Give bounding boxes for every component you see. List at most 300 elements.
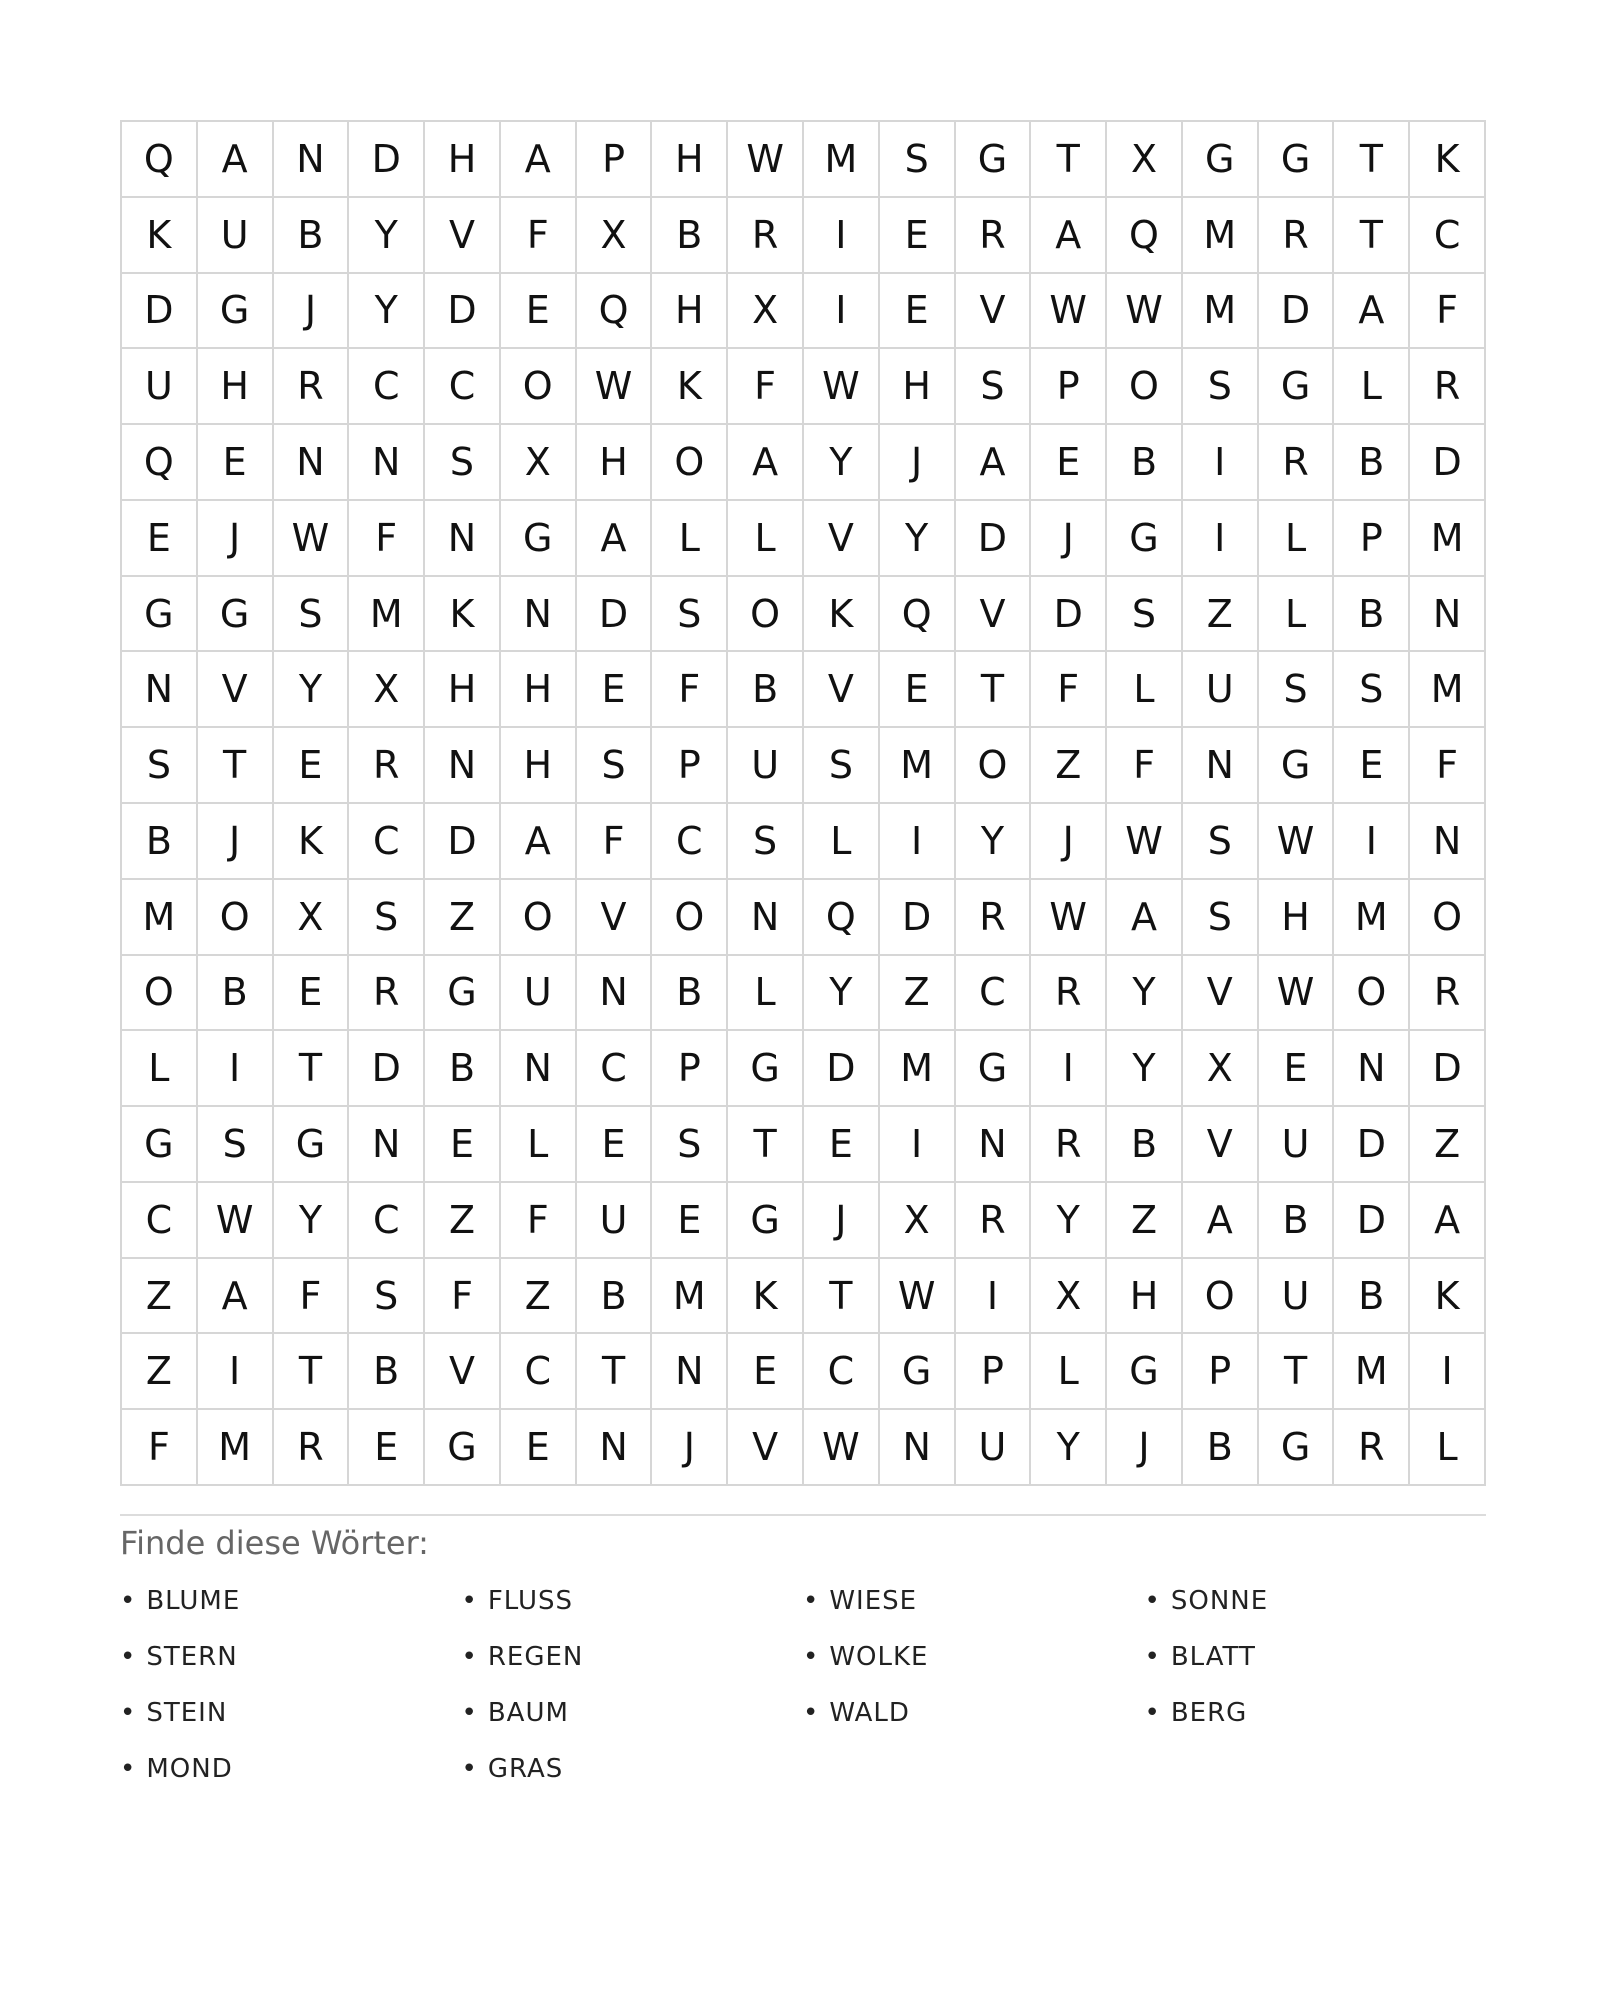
grid-cell[interactable]: M	[804, 122, 880, 198]
grid-cell[interactable]: R	[1410, 956, 1486, 1032]
grid-cell[interactable]: H	[880, 349, 956, 425]
grid-cell[interactable]: E	[274, 956, 350, 1032]
grid-cell[interactable]: J	[274, 274, 350, 350]
grid-cell[interactable]: N	[501, 577, 577, 653]
grid-cell[interactable]: G	[956, 122, 1032, 198]
grid-cell[interactable]: C	[1410, 198, 1486, 274]
grid-cell[interactable]: V	[1183, 1107, 1259, 1183]
grid-cell[interactable]: F	[1031, 652, 1107, 728]
grid-cell[interactable]: G	[425, 956, 501, 1032]
grid-cell[interactable]: Y	[274, 652, 350, 728]
grid-cell[interactable]: S	[1259, 652, 1335, 728]
grid-cell[interactable]: C	[652, 804, 728, 880]
grid-cell[interactable]: N	[349, 425, 425, 501]
grid-cell[interactable]: M	[1183, 274, 1259, 350]
grid-cell[interactable]: E	[728, 1334, 804, 1410]
grid-cell[interactable]: E	[501, 274, 577, 350]
grid-cell[interactable]: S	[274, 577, 350, 653]
grid-cell[interactable]: T	[956, 652, 1032, 728]
grid-cell[interactable]: R	[1259, 198, 1335, 274]
grid-cell[interactable]: A	[1410, 1183, 1486, 1259]
grid-cell[interactable]: C	[577, 1031, 653, 1107]
grid-cell[interactable]: C	[501, 1334, 577, 1410]
grid-cell[interactable]: T	[1334, 198, 1410, 274]
grid-cell[interactable]: E	[804, 1107, 880, 1183]
grid-cell[interactable]: L	[1107, 652, 1183, 728]
grid-cell[interactable]: E	[1259, 1031, 1335, 1107]
grid-cell[interactable]: Y	[956, 804, 1032, 880]
grid-cell[interactable]: E	[880, 274, 956, 350]
grid-cell[interactable]: M	[1334, 880, 1410, 956]
grid-cell[interactable]: E	[880, 652, 956, 728]
grid-cell[interactable]: G	[198, 274, 274, 350]
grid-cell[interactable]: Y	[349, 274, 425, 350]
grid-cell[interactable]: E	[122, 501, 198, 577]
grid-cell[interactable]: G	[274, 1107, 350, 1183]
grid-cell[interactable]: E	[501, 1410, 577, 1486]
grid-cell[interactable]: U	[728, 728, 804, 804]
grid-cell[interactable]: G	[728, 1031, 804, 1107]
grid-cell[interactable]: O	[728, 577, 804, 653]
grid-cell[interactable]: N	[577, 956, 653, 1032]
grid-cell[interactable]: Z	[425, 1183, 501, 1259]
grid-cell[interactable]: R	[1031, 1107, 1107, 1183]
grid-cell[interactable]: A	[1031, 198, 1107, 274]
grid-cell[interactable]: E	[274, 728, 350, 804]
grid-cell[interactable]: S	[577, 728, 653, 804]
grid-cell[interactable]: H	[425, 122, 501, 198]
grid-cell[interactable]: Y	[804, 956, 880, 1032]
grid-cell[interactable]: X	[577, 198, 653, 274]
grid-cell[interactable]: R	[956, 1183, 1032, 1259]
grid-cell[interactable]: J	[1031, 804, 1107, 880]
grid-cell[interactable]: E	[880, 198, 956, 274]
grid-cell[interactable]: V	[1183, 956, 1259, 1032]
grid-cell[interactable]: B	[425, 1031, 501, 1107]
grid-cell[interactable]: B	[652, 198, 728, 274]
grid-cell[interactable]: U	[956, 1410, 1032, 1486]
grid-cell[interactable]: U	[122, 349, 198, 425]
grid-cell[interactable]: V	[804, 652, 880, 728]
grid-cell[interactable]: Q	[122, 425, 198, 501]
grid-cell[interactable]: I	[1031, 1031, 1107, 1107]
grid-cell[interactable]: G	[956, 1031, 1032, 1107]
grid-cell[interactable]: S	[122, 728, 198, 804]
grid-cell[interactable]: Y	[1031, 1183, 1107, 1259]
grid-cell[interactable]: P	[1183, 1334, 1259, 1410]
grid-cell[interactable]: K	[804, 577, 880, 653]
grid-cell[interactable]: M	[880, 728, 956, 804]
grid-cell[interactable]: Z	[1410, 1107, 1486, 1183]
grid-cell[interactable]: T	[1259, 1334, 1335, 1410]
grid-cell[interactable]: W	[804, 349, 880, 425]
grid-cell[interactable]: L	[1259, 501, 1335, 577]
grid-cell[interactable]: N	[425, 728, 501, 804]
grid-cell[interactable]: V	[425, 1334, 501, 1410]
grid-cell[interactable]: D	[349, 122, 425, 198]
grid-cell[interactable]: I	[198, 1031, 274, 1107]
grid-cell[interactable]: L	[1031, 1334, 1107, 1410]
grid-cell[interactable]: R	[956, 880, 1032, 956]
grid-cell[interactable]: D	[349, 1031, 425, 1107]
grid-cell[interactable]: D	[1259, 274, 1335, 350]
grid-cell[interactable]: S	[1107, 577, 1183, 653]
grid-cell[interactable]: C	[349, 804, 425, 880]
grid-cell[interactable]: J	[804, 1183, 880, 1259]
grid-cell[interactable]: W	[577, 349, 653, 425]
grid-cell[interactable]: I	[880, 804, 956, 880]
grid-cell[interactable]: N	[956, 1107, 1032, 1183]
grid-cell[interactable]: G	[1107, 501, 1183, 577]
grid-cell[interactable]: N	[501, 1031, 577, 1107]
grid-cell[interactable]: I	[880, 1107, 956, 1183]
grid-cell[interactable]: O	[122, 956, 198, 1032]
grid-cell[interactable]: B	[349, 1334, 425, 1410]
grid-cell[interactable]: I	[1410, 1334, 1486, 1410]
grid-cell[interactable]: B	[1334, 425, 1410, 501]
grid-cell[interactable]: H	[501, 728, 577, 804]
grid-cell[interactable]: N	[349, 1107, 425, 1183]
grid-cell[interactable]: T	[274, 1031, 350, 1107]
grid-cell[interactable]: B	[122, 804, 198, 880]
grid-cell[interactable]: U	[1183, 652, 1259, 728]
grid-cell[interactable]: O	[198, 880, 274, 956]
grid-cell[interactable]: R	[728, 198, 804, 274]
grid-cell[interactable]: J	[1107, 1410, 1183, 1486]
grid-cell[interactable]: D	[425, 804, 501, 880]
grid-cell[interactable]: S	[1183, 804, 1259, 880]
grid-cell[interactable]: V	[577, 880, 653, 956]
grid-cell[interactable]: L	[1410, 1410, 1486, 1486]
grid-cell[interactable]: H	[1259, 880, 1335, 956]
grid-cell[interactable]: B	[1334, 577, 1410, 653]
grid-cell[interactable]: M	[1334, 1334, 1410, 1410]
grid-cell[interactable]: O	[956, 728, 1032, 804]
grid-cell[interactable]: M	[880, 1031, 956, 1107]
grid-cell[interactable]: G	[1107, 1334, 1183, 1410]
grid-cell[interactable]: U	[501, 956, 577, 1032]
grid-cell[interactable]: T	[198, 728, 274, 804]
grid-cell[interactable]: M	[349, 577, 425, 653]
grid-cell[interactable]: K	[122, 198, 198, 274]
grid-cell[interactable]: L	[1334, 349, 1410, 425]
grid-cell[interactable]: A	[1183, 1183, 1259, 1259]
grid-cell[interactable]: C	[804, 1334, 880, 1410]
grid-cell[interactable]: S	[349, 1259, 425, 1335]
grid-cell[interactable]: M	[198, 1410, 274, 1486]
grid-cell[interactable]: X	[349, 652, 425, 728]
grid-cell[interactable]: O	[1334, 956, 1410, 1032]
grid-cell[interactable]: A	[1107, 880, 1183, 956]
grid-cell[interactable]: H	[577, 425, 653, 501]
grid-cell[interactable]: B	[652, 956, 728, 1032]
grid-cell[interactable]: R	[274, 1410, 350, 1486]
grid-cell[interactable]: V	[728, 1410, 804, 1486]
grid-cell[interactable]: Y	[1107, 956, 1183, 1032]
grid-cell[interactable]: C	[349, 1183, 425, 1259]
grid-cell[interactable]: D	[122, 274, 198, 350]
grid-cell[interactable]: E	[349, 1410, 425, 1486]
grid-cell[interactable]: Z	[880, 956, 956, 1032]
grid-cell[interactable]: P	[1334, 501, 1410, 577]
grid-cell[interactable]: F	[501, 198, 577, 274]
grid-cell[interactable]: F	[1410, 728, 1486, 804]
grid-cell[interactable]: N	[274, 122, 350, 198]
grid-cell[interactable]: P	[1031, 349, 1107, 425]
grid-cell[interactable]: G	[1259, 728, 1335, 804]
grid-cell[interactable]: B	[1107, 425, 1183, 501]
grid-cell[interactable]: A	[501, 122, 577, 198]
grid-cell[interactable]: L	[804, 804, 880, 880]
grid-cell[interactable]: F	[274, 1259, 350, 1335]
grid-cell[interactable]: Q	[880, 577, 956, 653]
grid-cell[interactable]: B	[1107, 1107, 1183, 1183]
grid-cell[interactable]: U	[1259, 1107, 1335, 1183]
grid-cell[interactable]: J	[652, 1410, 728, 1486]
grid-cell[interactable]: W	[1031, 274, 1107, 350]
grid-cell[interactable]: U	[1259, 1259, 1335, 1335]
grid-cell[interactable]: Y	[349, 198, 425, 274]
grid-cell[interactable]: A	[956, 425, 1032, 501]
grid-cell[interactable]: B	[198, 956, 274, 1032]
grid-cell[interactable]: Q	[577, 274, 653, 350]
grid-cell[interactable]: K	[1410, 122, 1486, 198]
grid-cell[interactable]: Y	[880, 501, 956, 577]
grid-cell[interactable]: T	[274, 1334, 350, 1410]
grid-cell[interactable]: N	[1410, 577, 1486, 653]
grid-cell[interactable]: E	[577, 652, 653, 728]
grid-cell[interactable]: X	[501, 425, 577, 501]
grid-cell[interactable]: L	[122, 1031, 198, 1107]
grid-cell[interactable]: J	[1031, 501, 1107, 577]
grid-cell[interactable]: K	[425, 577, 501, 653]
grid-cell[interactable]: F	[1107, 728, 1183, 804]
grid-cell[interactable]: W	[1107, 274, 1183, 350]
grid-cell[interactable]: N	[577, 1410, 653, 1486]
grid-cell[interactable]: W	[198, 1183, 274, 1259]
grid-cell[interactable]: Z	[501, 1259, 577, 1335]
grid-cell[interactable]: A	[577, 501, 653, 577]
grid-cell[interactable]: N	[880, 1410, 956, 1486]
grid-cell[interactable]: F	[1410, 274, 1486, 350]
grid-cell[interactable]: I	[804, 274, 880, 350]
grid-cell[interactable]: N	[1410, 804, 1486, 880]
grid-cell[interactable]: R	[1334, 1410, 1410, 1486]
grid-cell[interactable]: M	[652, 1259, 728, 1335]
grid-cell[interactable]: C	[349, 349, 425, 425]
grid-cell[interactable]: Z	[1183, 577, 1259, 653]
grid-cell[interactable]: E	[1031, 425, 1107, 501]
grid-cell[interactable]: Q	[804, 880, 880, 956]
grid-cell[interactable]: E	[652, 1183, 728, 1259]
grid-cell[interactable]: L	[1259, 577, 1335, 653]
grid-cell[interactable]: G	[122, 577, 198, 653]
grid-cell[interactable]: Y	[804, 425, 880, 501]
grid-cell[interactable]: K	[1410, 1259, 1486, 1335]
grid-cell[interactable]: D	[804, 1031, 880, 1107]
grid-cell[interactable]: S	[1183, 349, 1259, 425]
grid-cell[interactable]: K	[652, 349, 728, 425]
grid-cell[interactable]: H	[198, 349, 274, 425]
grid-cell[interactable]: S	[728, 804, 804, 880]
grid-cell[interactable]: R	[349, 956, 425, 1032]
grid-cell[interactable]: N	[122, 652, 198, 728]
grid-cell[interactable]: P	[956, 1334, 1032, 1410]
grid-cell[interactable]: V	[804, 501, 880, 577]
grid-cell[interactable]: X	[1183, 1031, 1259, 1107]
grid-cell[interactable]: A	[501, 804, 577, 880]
grid-cell[interactable]: O	[652, 880, 728, 956]
grid-cell[interactable]: G	[198, 577, 274, 653]
grid-cell[interactable]: T	[1031, 122, 1107, 198]
grid-cell[interactable]: D	[1410, 1031, 1486, 1107]
grid-cell[interactable]: A	[198, 1259, 274, 1335]
grid-cell[interactable]: F	[349, 501, 425, 577]
grid-cell[interactable]: R	[1410, 349, 1486, 425]
grid-cell[interactable]: N	[1334, 1031, 1410, 1107]
grid-cell[interactable]: H	[1107, 1259, 1183, 1335]
grid-cell[interactable]: V	[198, 652, 274, 728]
grid-cell[interactable]: D	[1334, 1107, 1410, 1183]
grid-cell[interactable]: O	[501, 349, 577, 425]
grid-cell[interactable]: Q	[1107, 198, 1183, 274]
grid-cell[interactable]: N	[728, 880, 804, 956]
grid-cell[interactable]: D	[1334, 1183, 1410, 1259]
grid-cell[interactable]: D	[1031, 577, 1107, 653]
grid-cell[interactable]: S	[652, 577, 728, 653]
grid-cell[interactable]: T	[728, 1107, 804, 1183]
grid-cell[interactable]: P	[577, 122, 653, 198]
grid-cell[interactable]: E	[1334, 728, 1410, 804]
grid-cell[interactable]: N	[274, 425, 350, 501]
grid-cell[interactable]: K	[274, 804, 350, 880]
grid-cell[interactable]: W	[1259, 804, 1335, 880]
grid-cell[interactable]: X	[728, 274, 804, 350]
grid-cell[interactable]: H	[652, 122, 728, 198]
grid-cell[interactable]: E	[425, 1107, 501, 1183]
grid-cell[interactable]: Z	[122, 1259, 198, 1335]
grid-cell[interactable]: M	[122, 880, 198, 956]
grid-cell[interactable]: X	[274, 880, 350, 956]
grid-cell[interactable]: F	[728, 349, 804, 425]
grid-cell[interactable]: F	[501, 1183, 577, 1259]
grid-cell[interactable]: W	[880, 1259, 956, 1335]
grid-cell[interactable]: P	[652, 728, 728, 804]
grid-cell[interactable]: A	[728, 425, 804, 501]
grid-cell[interactable]: T	[577, 1334, 653, 1410]
grid-cell[interactable]: W	[1031, 880, 1107, 956]
grid-cell[interactable]: S	[349, 880, 425, 956]
grid-cell[interactable]: S	[1334, 652, 1410, 728]
grid-cell[interactable]: N	[1183, 728, 1259, 804]
grid-cell[interactable]: D	[425, 274, 501, 350]
grid-cell[interactable]: W	[804, 1410, 880, 1486]
grid-cell[interactable]: W	[274, 501, 350, 577]
grid-cell[interactable]: S	[804, 728, 880, 804]
grid-cell[interactable]: X	[1031, 1259, 1107, 1335]
grid-cell[interactable]: S	[956, 349, 1032, 425]
grid-cell[interactable]: B	[728, 652, 804, 728]
grid-cell[interactable]: I	[1183, 425, 1259, 501]
grid-cell[interactable]: V	[956, 577, 1032, 653]
grid-cell[interactable]: Y	[1107, 1031, 1183, 1107]
grid-cell[interactable]: O	[652, 425, 728, 501]
grid-cell[interactable]: W	[1107, 804, 1183, 880]
grid-cell[interactable]: N	[425, 501, 501, 577]
grid-cell[interactable]: Y	[1031, 1410, 1107, 1486]
grid-cell[interactable]: I	[1183, 501, 1259, 577]
grid-cell[interactable]: G	[1259, 122, 1335, 198]
grid-cell[interactable]: Z	[425, 880, 501, 956]
grid-cell[interactable]: J	[198, 501, 274, 577]
grid-cell[interactable]: B	[1259, 1183, 1335, 1259]
grid-cell[interactable]: K	[728, 1259, 804, 1335]
grid-cell[interactable]: S	[198, 1107, 274, 1183]
grid-cell[interactable]: I	[956, 1259, 1032, 1335]
grid-cell[interactable]: A	[198, 122, 274, 198]
grid-cell[interactable]: Z	[1107, 1183, 1183, 1259]
grid-cell[interactable]: G	[728, 1183, 804, 1259]
grid-cell[interactable]: U	[198, 198, 274, 274]
grid-cell[interactable]: F	[122, 1410, 198, 1486]
grid-cell[interactable]: J	[880, 425, 956, 501]
grid-cell[interactable]: R	[1031, 956, 1107, 1032]
grid-cell[interactable]: N	[652, 1334, 728, 1410]
grid-cell[interactable]: S	[1183, 880, 1259, 956]
grid-cell[interactable]: M	[1183, 198, 1259, 274]
grid-cell[interactable]: B	[577, 1259, 653, 1335]
grid-cell[interactable]: G	[880, 1334, 956, 1410]
grid-cell[interactable]: G	[122, 1107, 198, 1183]
grid-cell[interactable]: V	[425, 198, 501, 274]
grid-cell[interactable]: J	[198, 804, 274, 880]
grid-cell[interactable]: D	[956, 501, 1032, 577]
grid-cell[interactable]: S	[425, 425, 501, 501]
grid-cell[interactable]: I	[198, 1334, 274, 1410]
grid-cell[interactable]: D	[577, 577, 653, 653]
grid-cell[interactable]: G	[1259, 349, 1335, 425]
grid-cell[interactable]: S	[880, 122, 956, 198]
grid-cell[interactable]: Z	[122, 1334, 198, 1410]
grid-cell[interactable]: E	[198, 425, 274, 501]
grid-cell[interactable]: L	[501, 1107, 577, 1183]
grid-cell[interactable]: R	[274, 349, 350, 425]
grid-cell[interactable]: T	[1334, 122, 1410, 198]
grid-cell[interactable]: G	[1183, 122, 1259, 198]
grid-cell[interactable]: T	[804, 1259, 880, 1335]
grid-cell[interactable]: X	[1107, 122, 1183, 198]
grid-cell[interactable]: C	[956, 956, 1032, 1032]
grid-cell[interactable]: B	[1183, 1410, 1259, 1486]
grid-cell[interactable]: C	[122, 1183, 198, 1259]
grid-cell[interactable]: O	[1107, 349, 1183, 425]
grid-cell[interactable]: Z	[1031, 728, 1107, 804]
grid-cell[interactable]: E	[577, 1107, 653, 1183]
grid-cell[interactable]: I	[804, 198, 880, 274]
grid-cell[interactable]: W	[728, 122, 804, 198]
grid-cell[interactable]: D	[1410, 425, 1486, 501]
grid-cell[interactable]: V	[956, 274, 1032, 350]
grid-cell[interactable]: D	[880, 880, 956, 956]
grid-cell[interactable]: B	[1334, 1259, 1410, 1335]
grid-cell[interactable]: I	[1334, 804, 1410, 880]
grid-cell[interactable]: Q	[122, 122, 198, 198]
grid-cell[interactable]: L	[728, 956, 804, 1032]
grid-cell[interactable]: H	[501, 652, 577, 728]
grid-cell[interactable]: G	[1259, 1410, 1335, 1486]
grid-cell[interactable]: G	[501, 501, 577, 577]
grid-cell[interactable]: O	[1183, 1259, 1259, 1335]
